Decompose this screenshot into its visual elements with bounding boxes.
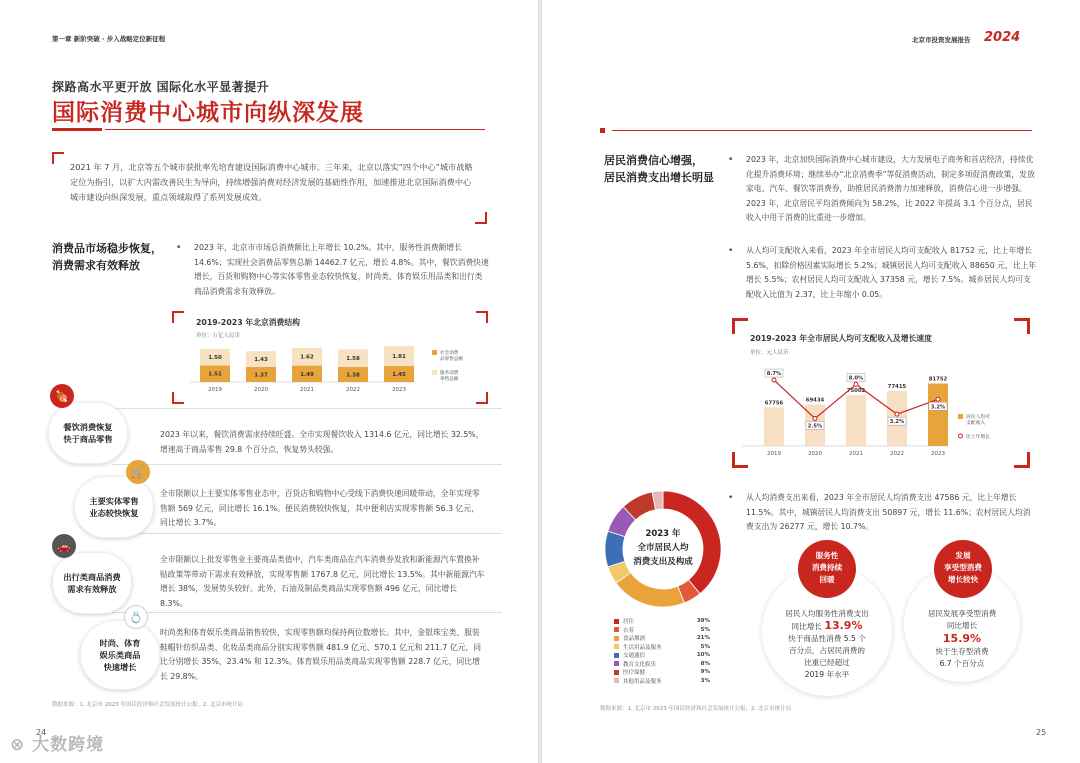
- service-line3: 快于商品性消费 5.5 个: [788, 634, 866, 643]
- topic4-text: 时尚类和体育娱乐类商品销售较快，实现零售额均保持两位数增长。其中，金银珠宝类、服装鞋帽针纺织品类、化妆品类商品分别实现零售额 481.9 亿元、570.1 亿元和 211.7 亿元，同比分别增长 35%、23.4% 和 12.3%。体育娱乐用品类商品实现零售额 228.7 亿元，同比增长 29.8%。: [160, 628, 482, 681]
- bullet-dot: •: [728, 246, 734, 256]
- chart1-bracket-tr: [476, 311, 488, 323]
- donut-legend-row: [614, 668, 710, 677]
- section1-text: 2023 年，北京市市场总消费额比上年增长 10.2%。其中，服务性消费额增长 14.6%；实现社会消费品零售总额 14462.7 亿元，增长 4.8%。其中，餐饮消费快速增长，百货和购物中心等实体零售业态较快恢复，时尚类、体育娱乐用品类和出行类商品消费需求有效释放。: [194, 243, 489, 296]
- chart1-label-retail: 1.45: [392, 372, 406, 379]
- donut-legend-label: 衣着: [623, 627, 635, 634]
- donut-legend-value: 21%: [696, 635, 710, 642]
- chart2-growth-label: 3.2%: [930, 404, 946, 411]
- chart2-legend-marker: [959, 434, 963, 438]
- divider: [112, 533, 502, 534]
- divider: [112, 464, 502, 465]
- donut-legend-swatch: [614, 661, 619, 666]
- chart2-bar: [846, 395, 866, 446]
- bullet-dot: •: [728, 155, 734, 165]
- donut-legend-value: 5%: [700, 626, 710, 633]
- topic2-text: 全市限额以上主要实体零售业态中，百货店和购物中心受线下消费快速回暖带动，全年实现零售额 569 亿元，同比增长 16.1%。便民消费较快恢复，其中便利店实现零售额 56.3 亿元，同比增长 3.7%。: [160, 489, 480, 527]
- donut-legend-label: 其他用品及服务: [623, 678, 662, 685]
- topic4-title-line1: 时尚、体育: [99, 638, 141, 648]
- donut-slice: [605, 531, 625, 567]
- chart2-svg: [742, 356, 1022, 460]
- enjoy-value: 15.9%: [942, 632, 982, 645]
- title-rule: [105, 129, 485, 130]
- enjoy-line1: 居民发展享受型消费: [927, 609, 997, 618]
- title-underline: [52, 128, 102, 131]
- enjoy-badge-line3: 增长较快: [947, 575, 979, 584]
- chart2-bar-label: 77415: [887, 383, 907, 390]
- service-line1: 居民人均服务性消费支出: [785, 609, 869, 618]
- chart1-tick-label: 2023: [392, 387, 406, 393]
- donut-title-line1: 2023 年: [645, 529, 681, 539]
- enjoy-badge: [934, 540, 992, 598]
- right-section-title: [604, 152, 714, 186]
- chart2-legend-label: 居民人均可: [966, 415, 990, 420]
- chart1-unit: 单位：万亿人民币: [196, 333, 241, 339]
- donut-legend-row: [614, 651, 710, 660]
- chart2-growth-label: 8.7%: [766, 371, 782, 378]
- donut-title: [628, 527, 698, 569]
- topic3-text: 全市限额以上批发零售业主要商品类值中，汽车类商品在汽车消费券发放和新能源汽车置换补贴政策等带动下需求有效释放，实现零售额 1767.8 亿元，同比增长 13.5%。其中新能源汽车增长 38%，发展势头较好。此外，石油及制品类商品实现零售额 496 亿元，同比增长 8.3%。: [160, 555, 485, 608]
- chart2-growth-point: [895, 412, 899, 416]
- chart2-bracket-tr: [1014, 318, 1030, 334]
- enjoy-line4: 快于生存型消费: [935, 647, 989, 656]
- topic2-title-line2: 业态较快恢复: [89, 508, 139, 518]
- donut-legend-swatch: [614, 653, 619, 658]
- page-number: 24: [36, 728, 47, 737]
- intro-text: 2021 年 7 月，北京等五个城市获批率先培育建设国际消费中心城市。三年来，北京以落实“四个中心”城市战略定位为指引，以扩大内需改善民生为导向，持续增强消费对经济发展的基础性作用，加速推进北京国际消费中心城市建设向纵深发展，重点领域取得了系列发展成效。: [70, 162, 473, 202]
- chart2-bar: [928, 384, 948, 446]
- right-section-title-line2: 居民消费支出增长明显: [604, 171, 714, 184]
- chart2-legend-swatch: [958, 414, 963, 419]
- enjoy-badge-line1: 发展: [955, 551, 971, 560]
- donut-legend-row: [614, 617, 710, 626]
- chart1-svg: [190, 340, 480, 400]
- intro-box: [52, 152, 487, 224]
- service-badge-line2: 消费持续: [811, 563, 843, 572]
- topic2-circle: [74, 476, 154, 538]
- donut-slice: [616, 573, 684, 607]
- chart1-legend-label: 品零售总额: [440, 357, 463, 362]
- top-rule: [612, 130, 1032, 131]
- section1-title: [52, 240, 162, 274]
- donut-legend-value: 9%: [700, 669, 710, 676]
- topic3-title-line2: 需求有效释放: [67, 584, 117, 594]
- donut-legend-row: [614, 643, 710, 652]
- chart1-legend-label: 社会消费: [440, 351, 459, 356]
- chart1-tick-label: 2019: [208, 387, 222, 393]
- chart1-label-retail: 1.37: [254, 372, 268, 379]
- chart2-unit: 单位：元人民币: [750, 350, 789, 356]
- diamond-ring-icon: 💍: [124, 605, 148, 629]
- source-note: 数据来源：1. 北京市 2023 年国民经济和社会发展统计公报；2. 北京市统计局: [600, 706, 791, 712]
- service-line2-pre: 同比增长: [791, 622, 822, 631]
- chart2-tick-label: 2021: [849, 451, 863, 457]
- donut-legend-swatch: [614, 670, 619, 675]
- chart2-bar-label: 81752: [928, 376, 948, 383]
- chart2-bar-label: 69434: [805, 397, 825, 404]
- donut-legend-swatch: [614, 678, 619, 683]
- source-note: 数据来源：1. 北京市 2023 年国民经济和社会发展统计公报；2. 北京市统计局: [52, 702, 243, 708]
- chart1-label-retail: 1.38: [346, 372, 360, 379]
- donut-legend-value: 3%: [700, 677, 710, 684]
- donut-title-line2: 全市居民人均: [637, 543, 689, 553]
- donut-legend-swatch: [614, 619, 619, 624]
- donut-legend-label: 食品烟酒: [623, 636, 646, 643]
- chart2-tick-label: 2023: [931, 451, 945, 457]
- enjoy-badge-line2: 享受型消费: [944, 563, 982, 572]
- watermark: [10, 730, 104, 755]
- divider: [112, 612, 502, 613]
- bullet1-text: 2023 年，北京加快国际消费中心城市建设，大力发展电子商务和首店经济，持续优化提升消费环境；继续举办“北京消费季”等促消费活动，制定多项促消费政策，发放家电、汽车、餐饮等消费券，助推居民消费潜力加速释放，消费信心进一步增强。2023 年，北京居民平均消费倾向为 58.2%，比 2022 年提高 3.1 个百分点，居民收入中用于消费的比重进一步增加。: [746, 155, 1035, 222]
- report-year: 2024: [984, 30, 1021, 45]
- divider: [112, 408, 502, 409]
- chart1-label-service: 1.62: [300, 354, 314, 361]
- bracket-tl: [52, 152, 64, 164]
- chart1-label-service: 1.81: [392, 354, 406, 361]
- chart1-legend-label: 零售总额: [440, 377, 459, 382]
- chart2-growth-label: 2.5%: [807, 423, 823, 430]
- chart2-growth-point: [936, 397, 940, 401]
- chart1-title: 2019-2023 年北京消费结构: [196, 318, 300, 327]
- page-subtitle: 探路高水平更开放 国际化水平显著提升: [52, 80, 270, 94]
- chart2-legend-label: 支配收入: [966, 421, 986, 426]
- right-section-title-line1: 居民消费信心增强，: [604, 154, 703, 167]
- chart1-legend-swatch: [432, 370, 437, 375]
- topic1-text: 2023 年以来，餐饮消费需求持续旺盛。全市实现餐饮收入 1314.6 亿元，同比增长 32.5%，增速高于商品零售 29.8 个百分点，恢复势头较强。: [160, 430, 484, 454]
- left-page: [0, 0, 538, 763]
- service-line4: 百分点，占居民消费的: [789, 646, 865, 655]
- report-header: 北京市投资发展报告: [912, 36, 971, 44]
- bullet2-text: 从人均可支配收入来看，2023 年全市居民人均可支配收入 81752 元，比上年增长 5.6%，扣除价格因素实际增长 5.2%；城镇居民人均可支配收入 88650 元，比上年增长 5.5%；农村居民人均可支配收入 37358 元，增长 7.5%。城乡居民人均可支配收入比值为 2.37，比上年缩小 0.05。: [746, 246, 1037, 299]
- section1-title-line2: 消费需求有效释放: [52, 259, 140, 272]
- donut-legend-label: 生活用品及服务: [623, 644, 662, 651]
- topic1-title-line2: 快于商品零售: [63, 434, 113, 444]
- chart1-label-retail: 1.51: [208, 371, 222, 378]
- bullet-dot: •: [176, 243, 182, 253]
- donut-legend-row: [614, 634, 710, 643]
- chart1-label-service: 1.58: [346, 356, 360, 363]
- service-badge-line3: 回暖: [819, 575, 835, 584]
- topic4-title-line2: 娱乐类商品: [99, 650, 141, 660]
- chart2-title: 2019-2023 年全市居民人均可支配收入及增长速度: [750, 334, 932, 343]
- right-page: [542, 0, 1080, 763]
- chart2-growth-label: 8.0%: [848, 375, 864, 382]
- topic3-circle: [52, 552, 132, 614]
- chart1-legend-label: 服务消费: [440, 371, 459, 376]
- page-number: 25: [1036, 728, 1047, 737]
- service-line5: 比重已经超过: [804, 658, 850, 667]
- bullet3-text: 从人均消费支出来看，2023 年全市居民人均消费支出 47586 元，比上年增长 11.5%。其中，城镇居民人均消费支出 50897 元，增长 11.6%；农村居民人均消费支出为 26277 元，增长 10.7%。: [746, 493, 1031, 531]
- section1-title-line1: 消费品市场稳步恢复，: [52, 242, 162, 255]
- service-line6: 2019 年水平: [804, 670, 850, 679]
- donut-legend-swatch: [614, 627, 619, 632]
- donut-legend-label: 教育文化娱乐: [623, 661, 657, 668]
- chart2-growth-point: [854, 382, 858, 386]
- donut-title-line3: 消费支出及构成: [633, 557, 693, 567]
- chart2-bar: [764, 407, 784, 446]
- service-line2: [762, 620, 892, 633]
- donut-legend-value: 5%: [700, 643, 710, 650]
- chapter-header: 第一章 新阶突破 · 步入战略定位新征程: [52, 35, 166, 43]
- topic2-title-line1: 主要实体零售: [89, 496, 139, 506]
- bracket-br: [475, 212, 487, 224]
- chart2-bar-label: 67756: [764, 400, 784, 407]
- watermark-logo-icon: ⊗: [10, 735, 33, 755]
- donut-legend-value: 39%: [696, 618, 710, 625]
- bullet-dot: •: [728, 493, 734, 503]
- chart1-label-service: 1.43: [254, 357, 268, 364]
- topic4-circle: [80, 620, 160, 690]
- chart1-tick-label: 2021: [300, 387, 314, 393]
- donut-legend-row: [614, 677, 710, 686]
- chart1-tick-label: 2020: [254, 387, 268, 393]
- topic3-title-line1: 出行类商品消费: [63, 572, 121, 582]
- topic1-title-line1: 餐饮消费恢复: [63, 422, 113, 432]
- topic1-circle: [48, 402, 128, 464]
- shopping-cart-icon: 🛒: [126, 460, 150, 484]
- page-title: 国际消费中心城市向纵深发展: [52, 100, 364, 126]
- chart1-bracket-bl: [172, 392, 184, 404]
- service-badge-line1: 服务性: [815, 551, 839, 560]
- topic4-title-line3: 快速增长: [103, 662, 137, 672]
- donut-legend-value: 10%: [696, 652, 710, 659]
- donut-legend-swatch: [614, 644, 619, 649]
- donut-legend-label: 居住: [623, 619, 635, 626]
- donut-legend-swatch: [614, 636, 619, 641]
- donut-legend-label: 医疗保健: [623, 670, 646, 677]
- chart2-tick-label: 2019: [767, 451, 781, 457]
- rule-dot: [600, 128, 605, 133]
- service-value: 13.9%: [824, 619, 863, 632]
- donut-legend-row: [614, 626, 710, 635]
- watermark-text: 大数跨境: [32, 735, 105, 755]
- car-icon: 🚗: [52, 534, 76, 558]
- donut-legend-row: [614, 660, 710, 669]
- chart2-bracket-tl: [732, 318, 748, 334]
- chart1-label-retail: 1.49: [300, 371, 314, 378]
- chart2-legend-label: 比上年增长: [966, 435, 990, 440]
- enjoy-line2: 同比增长: [946, 621, 978, 630]
- chart2-bar-label: 75002: [846, 387, 866, 394]
- donut-legend-value: 8%: [700, 660, 710, 667]
- donut-legend: [614, 617, 710, 685]
- chart1-bracket-tl: [172, 311, 184, 323]
- chart1-tick-label: 2022: [346, 387, 360, 393]
- chart2-growth-point: [772, 378, 776, 382]
- chart2-tick-label: 2022: [890, 451, 904, 457]
- chart2-tick-label: 2020: [808, 451, 822, 457]
- chart2-growth-point: [813, 417, 817, 421]
- chart2-growth-label: 3.2%: [889, 419, 905, 426]
- donut-legend-label: 交通通信: [623, 653, 646, 660]
- restaurant-icon: 🍖: [50, 384, 74, 408]
- service-badge: [798, 540, 856, 598]
- chart1-label-service: 1.50: [208, 355, 222, 362]
- chart1-legend-swatch: [432, 350, 437, 355]
- enjoy-line5: 6.7 个百分点: [939, 659, 985, 668]
